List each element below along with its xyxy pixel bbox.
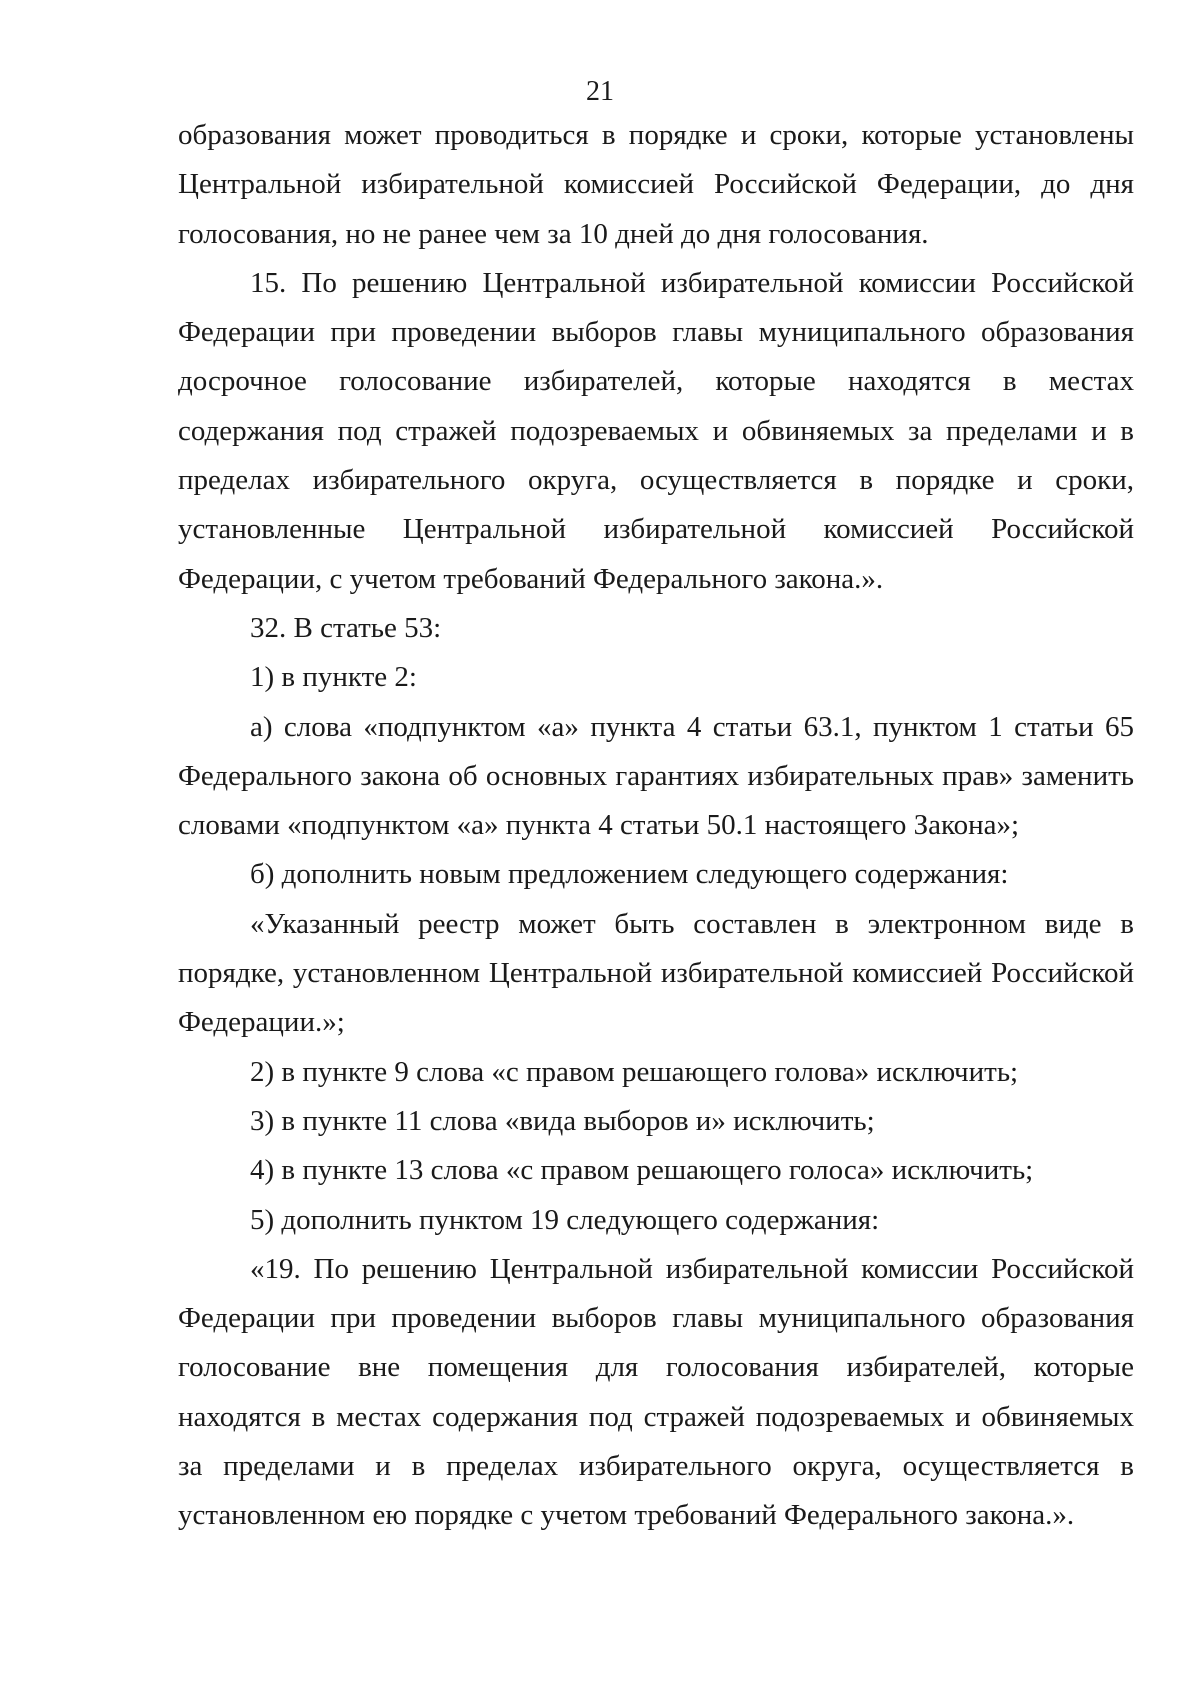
- paragraph: 2) в пункте 9 слова «с правом решающего голова» исключить;: [250, 1055, 1019, 1088]
- document-body: [178, 111, 1134, 1541]
- page-number: 21: [586, 76, 614, 107]
- paragraph: 15. По решению Центральной избирательной комиссии Российской Федерации при проведении выборов главы муниципального образования досрочное голосование избирателей, которые находятся в местах содержания под стражей подозреваемых и обвиняемых за пределами и в пределах избирательного округа, осуществляется в порядке и сроки, установленные Центральной избирательной комиссией Российской Федерации, с учетом требований Федерального закона.».: [178, 266, 1134, 595]
- paragraph: 5) дополнить пунктом 19 следующего содержания:: [250, 1203, 880, 1236]
- paragraph: 32. В статье 53:: [250, 611, 442, 644]
- paragraph: 4) в пункте 13 слова «с правом решающего голоса» исключить;: [250, 1154, 1034, 1187]
- paragraph: 3) в пункте 11 слова «вида выборов и» исключить;: [250, 1104, 875, 1137]
- paragraph: «Указанный реестр может быть составлен в электронном виде в порядке, установленном Центральной избирательной комиссией Российской Федерации.»;: [178, 907, 1134, 1039]
- paragraph: образования может проводиться в порядке и сроки, которые установлены Центральной избирательной комиссией Российской Федерации, до дня голосования, но не ранее чем за 10 дней до дня голосования.: [178, 119, 1134, 250]
- paragraph: а) слова «подпунктом «а» пункта 4 статьи 63.1, пунктом 1 статьи 65 Федерального закона об основных гарантиях избирательных прав» заменить словами «подпунктом «а» пункта 4 статьи 50.1 настоящего Закона»;: [178, 710, 1134, 842]
- paragraph: «19. По решению Центральной избирательной комиссии Российской Федерации при проведении выборов главы муниципального образования голосование вне помещения для голосования избирателей, которые находятся в местах содержания под стражей подозреваемых и обвиняемых за пределами и в пределах избирательного округа, осуществляется в установленном ею порядке с учетом требований Федерального закона.».: [178, 1252, 1134, 1532]
- paragraph: б) дополнить новым предложением следующего содержания:: [250, 858, 1009, 891]
- paragraph: 1) в пункте 2:: [250, 661, 417, 694]
